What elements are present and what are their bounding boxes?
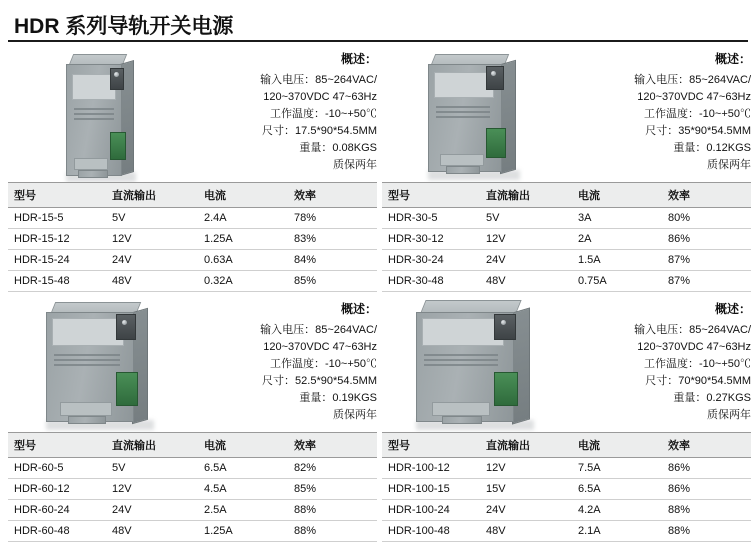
col-output: 直流输出 bbox=[106, 183, 198, 208]
cell-current: 0.63A bbox=[198, 250, 288, 271]
col-output: 直流输出 bbox=[106, 433, 198, 458]
cell-efficiency: 78% bbox=[288, 208, 377, 229]
cell-model: HDR-100-24 bbox=[382, 500, 480, 521]
cell-output: 24V bbox=[480, 500, 572, 521]
col-output: 直流输出 bbox=[480, 183, 572, 208]
cell-current: 1.25A bbox=[198, 521, 288, 542]
cell-efficiency: 86% bbox=[662, 479, 751, 500]
hdr-60-product-photo bbox=[8, 296, 193, 442]
cell-model: HDR-100-48 bbox=[382, 521, 480, 542]
specs-line-temp: 工作温度：-10~+50℃ bbox=[270, 108, 377, 120]
specs-line-input-vdc: 120~370VDC 47~63Hz bbox=[263, 341, 377, 353]
col-current: 电流 bbox=[572, 183, 662, 208]
col-model: 型号 bbox=[8, 433, 106, 458]
table-header-row bbox=[8, 433, 377, 458]
cell-current: 0.75A bbox=[572, 271, 662, 292]
cell-efficiency: 85% bbox=[288, 271, 377, 292]
cell-current: 1.25A bbox=[198, 229, 288, 250]
specs-line-size: 尺寸：17.5*90*54.5MM bbox=[262, 125, 377, 137]
hdr-30-product-photo bbox=[382, 46, 567, 192]
specs-line-weight: 重量：0.08KGS bbox=[299, 142, 377, 154]
table-row bbox=[8, 458, 377, 479]
specs-line-input-vdc: 120~370VDC 47~63Hz bbox=[637, 91, 751, 103]
col-efficiency: 效率 bbox=[662, 433, 751, 458]
hdr-30-specs bbox=[569, 50, 751, 174]
cell-model: HDR-60-48 bbox=[8, 521, 106, 542]
cell-model: HDR-15-24 bbox=[8, 250, 106, 271]
table-row bbox=[382, 500, 751, 521]
cell-efficiency: 88% bbox=[662, 500, 751, 521]
table-header-row bbox=[382, 433, 751, 458]
specs-line-size: 尺寸：70*90*54.5MM bbox=[645, 375, 751, 387]
specs-line-input-vac: 输入电压：85~264VAC/ bbox=[260, 324, 377, 336]
hdr-30-table bbox=[382, 182, 751, 292]
hdr-100-table bbox=[382, 432, 751, 542]
specs-line-input-vac: 输入电压：85~264VAC/ bbox=[634, 74, 751, 86]
cell-model: HDR-100-12 bbox=[382, 458, 480, 479]
cell-model: HDR-30-5 bbox=[382, 208, 480, 229]
cell-model: HDR-60-12 bbox=[8, 479, 106, 500]
specs-heading: 概述： bbox=[340, 302, 377, 316]
cell-model: HDR-15-12 bbox=[8, 229, 106, 250]
cell-output: 12V bbox=[106, 479, 198, 500]
product-panel-hdr30 bbox=[382, 44, 751, 292]
specs-line-input-vdc: 120~370VDC 47~63Hz bbox=[637, 341, 751, 353]
hdr-15-table bbox=[8, 182, 377, 292]
cell-efficiency: 86% bbox=[662, 458, 751, 479]
specs-line-size: 尺寸：35*90*54.5MM bbox=[645, 125, 751, 137]
specs-line-input-vac: 输入电压：85~264VAC/ bbox=[260, 74, 377, 86]
cell-current: 1.5A bbox=[572, 250, 662, 271]
specs-line-size: 尺寸：52.5*90*54.5MM bbox=[262, 375, 377, 387]
cell-current: 0.32A bbox=[198, 271, 288, 292]
specs-line-input-vac: 输入电压：85~264VAC/ bbox=[634, 324, 751, 336]
hdr-100-product-photo bbox=[382, 296, 567, 442]
cell-model: HDR-15-48 bbox=[8, 271, 106, 292]
cell-efficiency: 87% bbox=[662, 271, 751, 292]
cell-model: HDR-30-12 bbox=[382, 229, 480, 250]
specs-line-temp: 工作温度：-10~+50℃ bbox=[644, 108, 751, 120]
col-efficiency: 效率 bbox=[662, 183, 751, 208]
cell-efficiency: 83% bbox=[288, 229, 377, 250]
hdr-60-specs bbox=[195, 300, 377, 424]
panel-top bbox=[8, 44, 377, 192]
hdr-60-table bbox=[8, 432, 377, 542]
cell-current: 6.5A bbox=[198, 458, 288, 479]
col-current: 电流 bbox=[198, 183, 288, 208]
specs-line-warranty: 质保两年 bbox=[707, 159, 751, 171]
cell-efficiency: 87% bbox=[662, 250, 751, 271]
table-row bbox=[382, 229, 751, 250]
table-row bbox=[382, 208, 751, 229]
specs-line-warranty: 质保两年 bbox=[707, 409, 751, 421]
hdr-15-specs bbox=[195, 50, 377, 174]
specs-line-temp: 工作温度：-10~+50℃ bbox=[270, 358, 377, 370]
specs-heading: 概述： bbox=[714, 302, 751, 316]
panel-top bbox=[8, 294, 377, 442]
cell-efficiency: 85% bbox=[288, 479, 377, 500]
cell-current: 2.1A bbox=[572, 521, 662, 542]
table-row bbox=[382, 250, 751, 271]
cell-output: 15V bbox=[480, 479, 572, 500]
col-efficiency: 效率 bbox=[288, 433, 377, 458]
cell-output: 48V bbox=[106, 271, 198, 292]
cell-efficiency: 88% bbox=[288, 521, 377, 542]
cell-current: 6.5A bbox=[572, 479, 662, 500]
page-title-area bbox=[0, 0, 756, 40]
cell-efficiency: 82% bbox=[288, 458, 377, 479]
specs-line-weight: 重量：0.12KGS bbox=[673, 142, 751, 154]
cell-current: 2.4A bbox=[198, 208, 288, 229]
table-row bbox=[8, 250, 377, 271]
table-row bbox=[382, 271, 751, 292]
cell-current: 2.5A bbox=[198, 500, 288, 521]
cell-model: HDR-60-24 bbox=[8, 500, 106, 521]
cell-model: HDR-15-5 bbox=[8, 208, 106, 229]
specs-line-warranty: 质保两年 bbox=[333, 409, 377, 421]
col-output: 直流输出 bbox=[480, 433, 572, 458]
col-model: 型号 bbox=[382, 433, 480, 458]
specs-heading: 概述： bbox=[714, 52, 751, 66]
product-panel-hdr100 bbox=[382, 294, 751, 542]
title-divider bbox=[8, 40, 748, 42]
specs-line-weight: 重量：0.19KGS bbox=[299, 392, 377, 404]
page-title: HDR 系列导轨开关电源 bbox=[14, 15, 234, 38]
table-row bbox=[8, 229, 377, 250]
cell-output: 48V bbox=[480, 271, 572, 292]
cell-efficiency: 88% bbox=[288, 500, 377, 521]
table-row bbox=[8, 500, 377, 521]
table-row bbox=[8, 208, 377, 229]
cell-output: 12V bbox=[480, 458, 572, 479]
cell-output: 5V bbox=[106, 458, 198, 479]
cell-current: 7.5A bbox=[572, 458, 662, 479]
panel-top bbox=[382, 44, 751, 192]
cell-current: 3A bbox=[572, 208, 662, 229]
cell-model: HDR-60-5 bbox=[8, 458, 106, 479]
specs-line-warranty: 质保两年 bbox=[333, 159, 377, 171]
col-efficiency: 效率 bbox=[288, 183, 377, 208]
cell-current: 4.2A bbox=[572, 500, 662, 521]
cell-output: 24V bbox=[106, 250, 198, 271]
cell-current: 4.5A bbox=[198, 479, 288, 500]
col-current: 电流 bbox=[198, 433, 288, 458]
cell-model: HDR-100-15 bbox=[382, 479, 480, 500]
cell-efficiency: 80% bbox=[662, 208, 751, 229]
specs-line-input-vdc: 120~370VDC 47~63Hz bbox=[263, 91, 377, 103]
table-row bbox=[8, 271, 377, 292]
col-model: 型号 bbox=[8, 183, 106, 208]
table-row bbox=[382, 521, 751, 542]
specs-line-weight: 重量：0.27KGS bbox=[673, 392, 751, 404]
specs-line-temp: 工作温度：-10~+50℃ bbox=[644, 358, 751, 370]
cell-output: 12V bbox=[106, 229, 198, 250]
table-row bbox=[8, 521, 377, 542]
cell-model: HDR-30-24 bbox=[382, 250, 480, 271]
cell-output: 24V bbox=[106, 500, 198, 521]
cell-model: HDR-30-48 bbox=[382, 271, 480, 292]
cell-efficiency: 88% bbox=[662, 521, 751, 542]
cell-efficiency: 84% bbox=[288, 250, 377, 271]
col-current: 电流 bbox=[572, 433, 662, 458]
cell-output: 5V bbox=[480, 208, 572, 229]
hdr-15-product-photo bbox=[8, 46, 193, 192]
hdr-100-specs bbox=[569, 300, 751, 424]
specs-heading: 概述： bbox=[340, 52, 377, 66]
col-model: 型号 bbox=[382, 183, 480, 208]
table-row bbox=[382, 458, 751, 479]
product-grid bbox=[0, 44, 756, 546]
table-header-row bbox=[8, 183, 377, 208]
cell-output: 5V bbox=[106, 208, 198, 229]
cell-output: 12V bbox=[480, 229, 572, 250]
panel-top bbox=[382, 294, 751, 442]
cell-efficiency: 86% bbox=[662, 229, 751, 250]
product-panel-hdr60 bbox=[8, 294, 377, 542]
cell-output: 24V bbox=[480, 250, 572, 271]
cell-output: 48V bbox=[106, 521, 198, 542]
cell-current: 2A bbox=[572, 229, 662, 250]
table-row bbox=[8, 479, 377, 500]
table-header-row bbox=[382, 183, 751, 208]
table-row bbox=[382, 479, 751, 500]
product-panel-hdr15 bbox=[8, 44, 377, 292]
cell-output: 48V bbox=[480, 521, 572, 542]
